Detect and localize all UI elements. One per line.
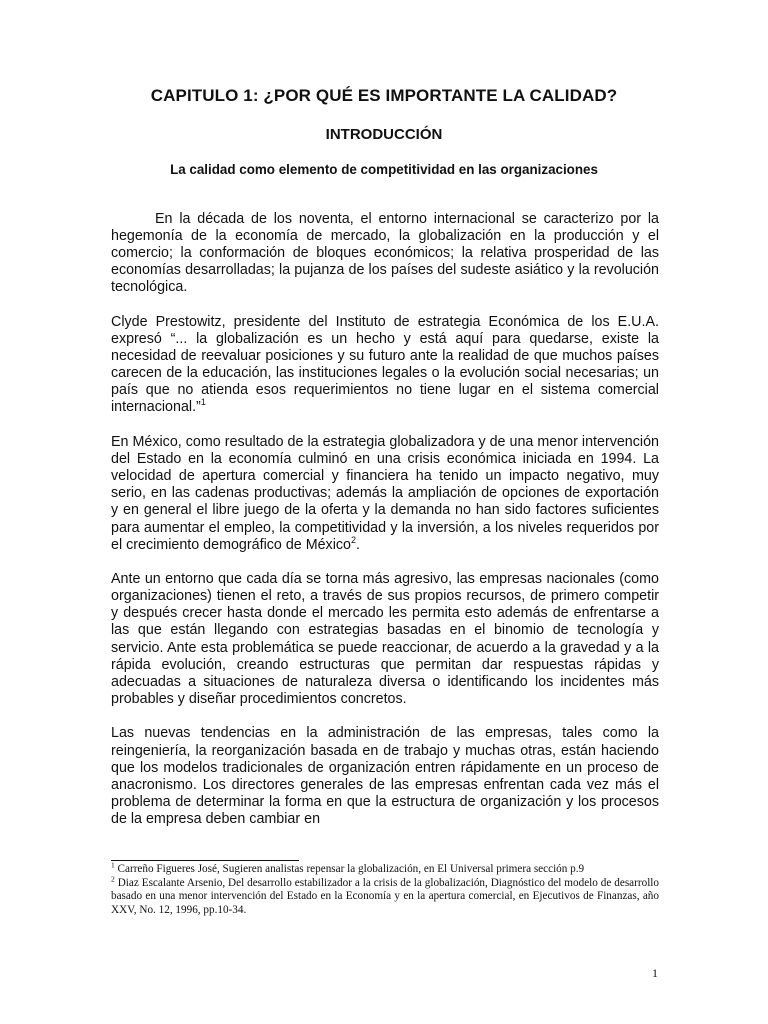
paragraph [111, 434, 659, 554]
paragraph-tail: . [356, 536, 360, 553]
paragraph-text: Clyde Prestowitz, presidente del Instituto de estrategia Económica de los E.U.A. expresó “... la globalización es un hecho y está aquí para quedarse, existe la necesidad de reevaluar posiciones y su futuro ante la realidad de que muchos países carecen de la educación, las instituciones legales o la evolución social necesarias; un país que no atienda esos requerimientos no tiene lugar en el sistema comercial internacional.” [111, 313, 659, 416]
footnote-ref[interactable]: 1 [200, 397, 206, 408]
footnote-text: Carreño Figueres José, Sugieren analistas repensar la globalización, en El Universal primera sección p.9 [117, 863, 585, 875]
paragraph [111, 211, 659, 296]
paragraph-text: Las nuevas tendencias en la administración de las empresas, tales como la reingeniería, la reorganización basada en de trabajo y muchas otras, están haciendo que los modelos tradicionales de organización entren rápidamente en un proceso de anacronismo. Los directores generales de las empresas enfrentan cada vez más el problema de determinar la forma en que la estructura de organización y los procesos de la empresa deben cambiar en [111, 725, 659, 827]
paragraph-text: En la década de los noventa, el entorno internacional se caracterizo por la hegemonía de la economía de mercado, la globalización en la producción y el comercio; la conformación de bloques económicos; la relativa prosperidad de las economías desarrolladas; la pujanza de los países del sudeste asiático y la revolución tecnológica. [111, 211, 659, 296]
paragraph-text: En México, como resultado de la estrategia globalizadora y de una menor intervención del Estado en la economía culminó en una crisis económica iniciada en 1994. La velocidad de apertura comercial y financiera ha tenido un impacto negativo, muy serio, en las cadenas productivas; además la ampliación de opciones de exportación y en general el libre juego de la oferta y la demanda no han sido factores suficientes para aumentar el empleo, la competitividad y la inversión, a los niveles requeridos por el crecimiento demográfico de México [111, 434, 659, 553]
footnotes [111, 860, 660, 917]
page-number: 1 [652, 966, 658, 980]
paragraph-text: Ante un entorno que cada día se torna más agresivo, las empresas nacionales (como organizaciones) tienen el reto, a través de sus propios recursos, de primero competir y después crecer hasta donde el mercado les permita esto además de enfrentarse a las que están llegando con estrategias basadas en el binomio de tecnología y servicio. Ante esta problemática se puede reaccionar, de acuerdo a la gravedad y a la rápida evolución, creando estructuras que permitan dar respuestas rápidas y adecuadas a situaciones de naturaleza diversa o identificando los incidentes más probables y diseñar procedimientos concretos. [111, 571, 659, 707]
section-subtitle: La calidad como elemento de competitividad en las organizaciones [170, 162, 598, 177]
paragraph [111, 314, 659, 417]
chapter-title: CAPITULO 1: ¿POR QUÉ ES IMPORTANTE LA CALIDAD? [150, 86, 618, 105]
footnote-text: Diaz Escalante Arsenio, Del desarrollo estabilizador a la crisis de la globalización, Diagnóstico del modelo de desarrollo basado en una menor intervención del Estado en la Economía y en la apertura comercial, en Ejecutivos de Finanzas, año XXV, No. 12, 1996, pp.10-34. [111, 876, 660, 916]
footnote-number: 2 [111, 873, 115, 883]
paragraph [111, 725, 659, 828]
footnote-ref[interactable]: 2 [350, 534, 356, 545]
paragraph [111, 571, 659, 708]
footnote [111, 860, 659, 877]
section-title: INTRODUCCIÓN [325, 126, 443, 143]
footnote-divider [111, 860, 299, 861]
footnote [111, 873, 660, 918]
body-text [111, 211, 659, 846]
footnote-number: 1 [111, 860, 115, 870]
